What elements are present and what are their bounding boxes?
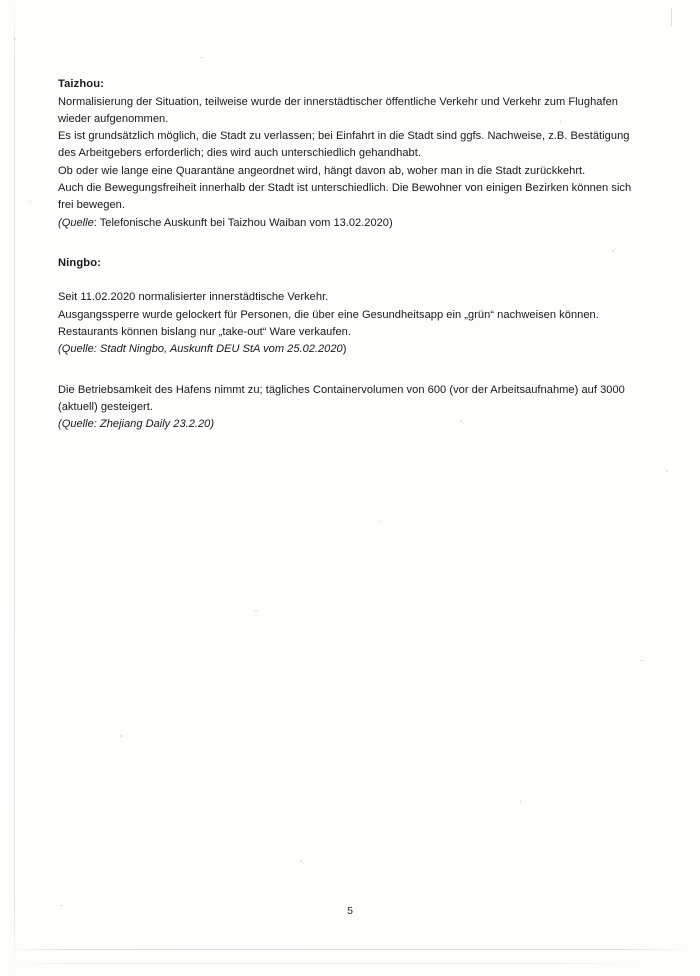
source-prefix: (Quelle: [58, 418, 94, 431]
paragraph: Normalisierung der Situation, teilweise wurde der innerstädtischer öffentliche Verkehr und Verkehr zum Flughafen wieder aufgenommen.: [58, 95, 618, 125]
scan-speck: [30, 200, 31, 203]
page-edge-bottom: [10, 949, 686, 950]
page-edge-bottom-secondary: [12, 963, 640, 964]
scan-speck: [666, 470, 668, 472]
source-text: : Telefonische Auskunft bei Taizhou Waiban vom 13.02.2020): [93, 216, 393, 229]
section-gap: [58, 232, 648, 255]
scan-speck: [200, 57, 203, 58]
scan-speck: [640, 660, 643, 661]
document-body: [58, 76, 648, 433]
section-gap: [58, 359, 648, 382]
scan-speck: [14, 38, 16, 40]
page-edge-top-right: [671, 8, 672, 26]
scan-speck: [520, 800, 521, 803]
source-prefix: (Quelle: [58, 216, 94, 229]
scan-speck: [120, 735, 122, 737]
paragraph: Die Betriebsamkeit des Hafens nimmt zu; tägliches Containervolumen von 600 (vor der Arbeitsaufnahme) auf 3000 (aktuell) gesteigert.: [58, 383, 625, 413]
scan-speck: [380, 520, 381, 523]
section-ningbo: [58, 255, 648, 359]
paragraph: Ob oder wie lange eine Quarantäne angeordnet wird, hängt davon ab, woher man in die Stadt zurückkehrt.: [58, 164, 586, 177]
source-line: [58, 416, 648, 433]
section-taizhou: [58, 76, 648, 232]
page-edge-left: [14, 0, 15, 976]
paragraph: Auch die Bewegungsfreiheit innerhalb der Stadt ist unterschiedlich. Die Bewohner von einigen Bezirken können sich frei bewegen.: [58, 181, 632, 212]
paragraph: Ausgangssperre wurde gelockert für Personen, die über eine Gesundheitsapp ein „grün“ nachweisen können.: [58, 308, 599, 321]
source-text: : Stadt Ningbo, Auskunft DEU StA vom 25.02.2020: [93, 343, 343, 356]
source-text: : Zhejiang Daily 23.2.20): [93, 418, 215, 431]
paragraph: Es ist grundsätzlich möglich, die Stadt zu verlassen; bei Einfahrt in die Stadt sind ggfs. Nachweise, z.B. Bestätigung des Arbeitgebers erforderlich; dies wird auch unterschiedlich gehandhabt.: [58, 130, 630, 160]
source-prefix: (Quelle: [58, 343, 94, 356]
page-number: 5: [347, 905, 353, 917]
section-hafen: [58, 382, 648, 434]
paragraph: Restaurants können bislang nur „take-out“ Ware verkaufen.: [58, 325, 351, 338]
source-line: [58, 341, 648, 358]
heading-gap: [58, 272, 648, 289]
scan-speck: [255, 610, 257, 612]
source-line: [58, 215, 648, 232]
paragraph: Seit 11.02.2020 normalisierter innerstädtische Verkehr.: [58, 291, 329, 304]
section-heading: Taizhou:: [58, 78, 104, 90]
section-heading: Ningbo:: [58, 256, 101, 269]
scan-speck: [300, 860, 302, 862]
source-suffix: ): [342, 343, 347, 356]
